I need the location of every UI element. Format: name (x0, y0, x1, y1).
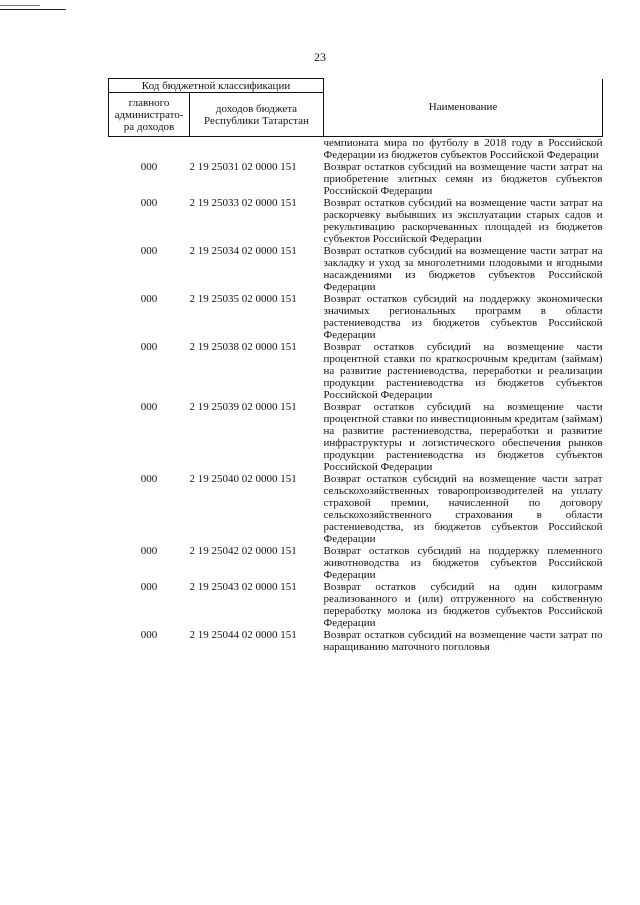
income-code: 2 19 25044 02 0000 151 (189, 629, 297, 641)
table-row (109, 473, 603, 545)
admin-code: 000 (140, 161, 158, 173)
income-code: 2 19 25039 02 0000 151 (189, 401, 297, 413)
row-name: Возврат остатков субсидий на поддержку племенного животноводства из бюджетов субъектов Российской Федерации (323, 545, 603, 581)
admin-code: 000 (140, 401, 158, 413)
admin-code: 000 (140, 293, 158, 305)
table-row (109, 197, 603, 245)
row-name: Возврат остатков субсидий на возмещение части затрат сельскохозяйственных товаропроизводителей на уплату страховой премии, начисленной по договору сельскохозяйственного страхования в области растениеводства, из бюджетов субъектов Российской Федерации (323, 473, 603, 545)
admin-code: 000 (140, 341, 158, 353)
table-row (109, 137, 603, 162)
row-name: Возврат остатков субсидий на возмещение части затрат на приобретение элитных семян из бюджетов субъектов Российской Федерации (323, 161, 603, 197)
table-body (109, 137, 603, 654)
income-code: 2 19 25043 02 0000 151 (189, 581, 297, 593)
header-income: доходов бюджета Республики Татарстан (190, 93, 324, 137)
table-header (109, 79, 603, 137)
row-name: Возврат остатков субсидий на один килограмм реализованного и (или) отгруженного на собственную переработку молока из бюджетов субъектов Российской Федерации (323, 581, 603, 629)
row-name: Возврат остатков субсидий на поддержку экономически значимых региональных программ в области растениеводства из бюджетов субъектов Российской Федерации (323, 293, 603, 341)
income-code: 2 19 25035 02 0000 151 (189, 293, 297, 305)
header-name: Наименование (324, 79, 603, 137)
row-name: Возврат остатков субсидий на возмещение части затрат на закладку и уход за многолетними плодовыми и ягодными насаждениями из бюджетов субъектов Российской Федерации (323, 245, 603, 293)
admin-code: 000 (140, 473, 158, 485)
table-row (109, 293, 603, 341)
admin-code: 000 (140, 629, 158, 641)
row-name: Возврат остатков субсидий на возмещение части затрат по наращиванию маточного поголовья (323, 629, 603, 653)
income-code: 2 19 25033 02 0000 151 (189, 197, 297, 209)
row-name: Возврат остатков субсидий на возмещение части затрат на раскорчевку выбывших из эксплуатации старых садов и рекультивацию раскорчеванных площадей из бюджетов субъектов Российской Федерации (323, 197, 603, 245)
table-row (109, 161, 603, 197)
row-name: Возврат остатков субсидий на возмещение части процентной ставки по краткосрочным кредитам (займам) на развитие растениеводства, переработки и реализации продукции растениеводства из бюджетов субъектов Российской Федерации (323, 341, 603, 401)
income-code: 2 19 25034 02 0000 151 (189, 245, 297, 257)
table-row (109, 581, 603, 629)
header-group-title: Код бюджетной классификации (109, 79, 324, 93)
continuation-text: чемпионата мира по футболу в 2018 году в Российской Федерации из бюджетов субъектов Российской Федерации (323, 137, 603, 161)
scan-mark (0, 9, 66, 10)
scan-mark (0, 5, 40, 6)
table-row (109, 341, 603, 401)
table-row (109, 629, 603, 653)
income-code: 2 19 25038 02 0000 151 (189, 341, 297, 353)
income-code: 2 19 25031 02 0000 151 (189, 161, 297, 173)
budget-classification-table (108, 78, 603, 653)
table-row (109, 401, 603, 473)
admin-code: 000 (140, 581, 158, 593)
admin-code: 000 (140, 545, 158, 557)
row-name: Возврат остатков субсидий на возмещение части процентной ставки по инвестиционным кредитам (займам) на развитие растениеводства, переработки и развитие инфраструктуры и логистического обеспечения рынков продукции растениеводства из бюджетов субъектов Российской Федерации (323, 401, 603, 473)
admin-code: 000 (140, 197, 158, 209)
header-admin: главного администрато-ра доходов (109, 93, 190, 137)
page-number: 23 (314, 50, 326, 64)
income-code: 2 19 25040 02 0000 151 (189, 473, 297, 485)
admin-code: 000 (140, 245, 158, 257)
table-row (109, 245, 603, 293)
table-row (109, 545, 603, 581)
income-code: 2 19 25042 02 0000 151 (189, 545, 297, 557)
